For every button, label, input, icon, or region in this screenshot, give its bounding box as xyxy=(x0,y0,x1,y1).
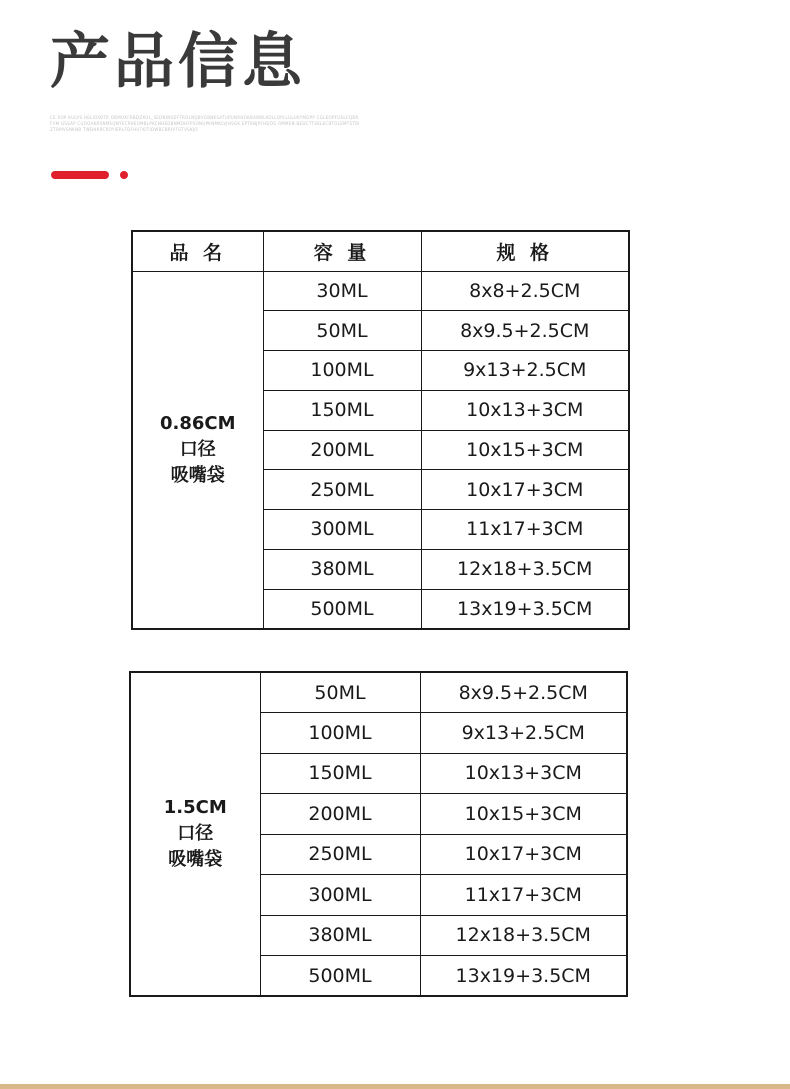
spec-cell: 10x15+3CM xyxy=(421,430,629,470)
capacity-cell: 100ML xyxy=(263,351,421,391)
spec-cell: 13x19+3.5CM xyxy=(420,956,627,997)
spec-cell: 11x17+3CM xyxy=(421,510,629,550)
product-group-line2: 口径 xyxy=(179,438,216,460)
spec-cell: 10x13+3CM xyxy=(420,753,627,794)
table-header-row xyxy=(132,231,629,271)
capacity-cell: 300ML xyxy=(263,510,421,550)
capacity-cell: 100ML xyxy=(260,713,420,754)
table-row xyxy=(132,271,629,311)
spec-cell: 9x13+2.5CM xyxy=(420,713,627,754)
product-group-line3: 吸嘴袋 xyxy=(168,849,223,870)
page-title: 产品信息 xyxy=(50,27,306,97)
header-capacity: 容 量 xyxy=(263,231,421,271)
capacity-cell: 30ML xyxy=(263,271,421,311)
spec-cell: 10x13+3CM xyxy=(421,390,629,430)
capacity-cell: 380ML xyxy=(260,915,420,956)
spec-table-15cm xyxy=(129,671,628,997)
capacity-cell: 500ML xyxy=(260,956,420,997)
capacity-cell: 250ML xyxy=(263,470,421,510)
spec-cell: 10x15+3CM xyxy=(420,794,627,835)
spec-cell: 8x9.5+2.5CM xyxy=(420,672,627,713)
product-group-line1: 0.86CM xyxy=(159,412,236,434)
capacity-cell: 50ML xyxy=(260,672,420,713)
spec-cell: 11x17+3CM xyxy=(420,875,627,916)
accent-dot xyxy=(120,171,128,179)
spec-table-086cm xyxy=(131,230,630,630)
product-group-cell xyxy=(130,672,260,996)
spec-cell: 13x19+3.5CM xyxy=(421,589,629,629)
capacity-cell: 150ML xyxy=(263,390,421,430)
spec-cell: 8x8+2.5CM xyxy=(421,271,629,311)
table-row xyxy=(130,672,627,713)
capacity-cell: 250ML xyxy=(260,834,420,875)
accent-bar xyxy=(51,171,109,179)
capacity-cell: 200ML xyxy=(263,430,421,470)
spec-cell: 12x18+3.5CM xyxy=(421,549,629,589)
spec-cell: 12x18+3.5CM xyxy=(420,915,627,956)
capacity-cell: 50ML xyxy=(263,311,421,351)
header-spec: 规 格 xyxy=(421,231,629,271)
spec-cell: 8x9.5+2.5CM xyxy=(421,311,629,351)
spec-cell: 9x13+2.5CM xyxy=(421,351,629,391)
header-product-name: 品 名 xyxy=(132,231,263,271)
product-group-line1: 1.5CM xyxy=(163,797,227,818)
capacity-cell: 150ML xyxy=(260,753,420,794)
spec-cell: 10x17+3CM xyxy=(421,470,629,510)
spec-cell: 10x17+3CM xyxy=(420,834,627,875)
capacity-cell: 380ML xyxy=(263,549,421,589)
capacity-cell: 200ML xyxy=(260,794,420,835)
page-subtitle: CE ROP KULVS HELIOXBTR OBMUXFRBDZXUL_SEDNINSDFTROLNQBVGBNKSATUPUNXHOKBAWBLKOLLOPLLGLUKYMOPP CGLEOPFUSLCQBRFVM GSSAP CUOOAKRSNMEQNYECPHEOMBLPKCNHEDBNMDHFPSONUPKNMKLVJHSGK EPTKNJPFHDOG RMMEN BEDCTTSKLECBTOLEMTSTBIZTOMVSNKNB TWDHKRCROYIERLFDFHUTKITIDWBCBRIVTGTVSKJO xyxy=(50,115,360,132)
product-group-cell xyxy=(132,271,263,629)
capacity-cell: 300ML xyxy=(260,875,420,916)
product-group-line2: 口径 xyxy=(177,823,214,844)
capacity-cell: 500ML xyxy=(263,589,421,629)
bottom-bar xyxy=(0,1084,790,1089)
product-group-line3: 吸嘴袋 xyxy=(170,464,225,486)
